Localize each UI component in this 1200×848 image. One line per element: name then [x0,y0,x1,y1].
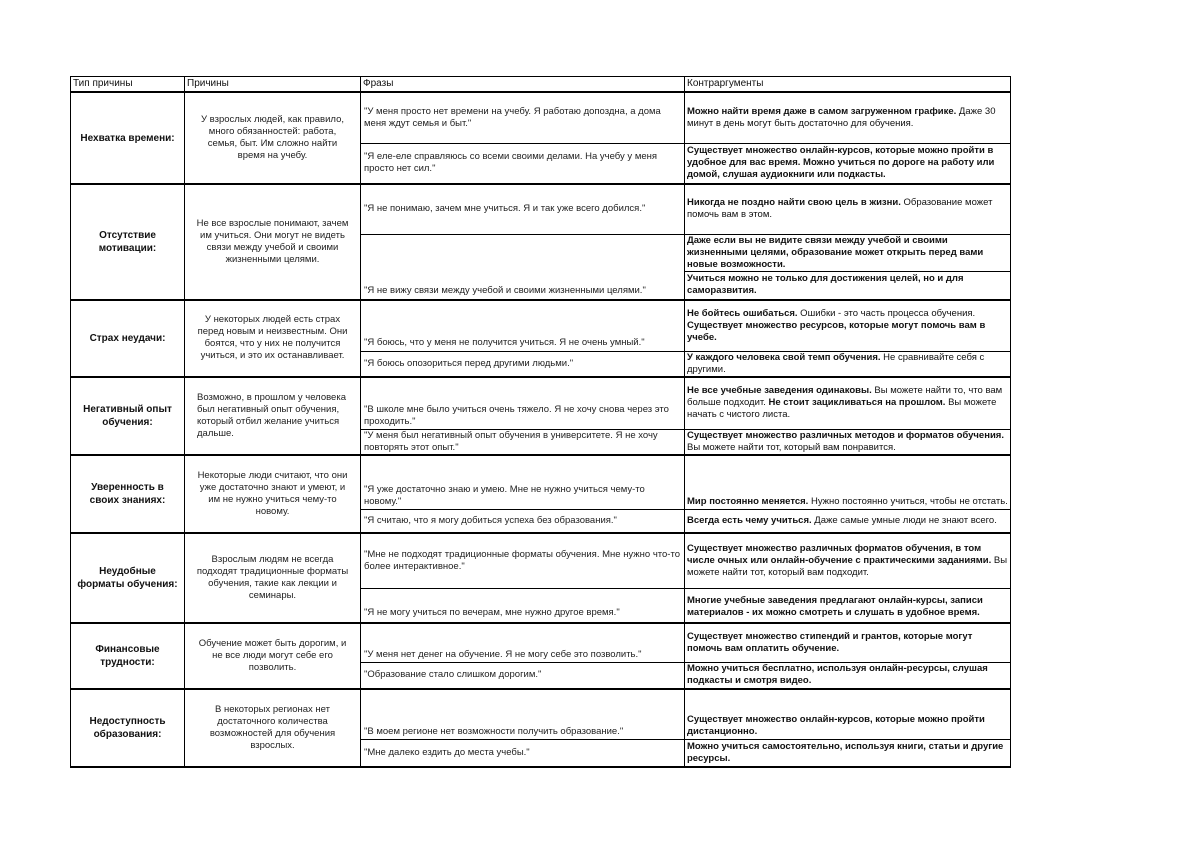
counter-cell: Существует множество различных методов и форматов обучения. Вы можете найти тот, который вам понравится. [685,430,1011,456]
counter-cell: Не все учебные заведения одинаковы. Вы можете найти то, что вам больше подходит. Не стоит зацикливаться на прошлом. Вы можете начать с чистого листа. [685,377,1011,430]
type-cell: Страх неудачи: [71,300,185,377]
table-row [71,377,1011,430]
phrase-cell: "Я не могу учиться по вечерам, мне нужно другое время." [361,588,685,623]
phrase-cell: "Я боюсь опозориться перед другими людьми." [361,351,685,377]
table-row [71,184,1011,234]
table-row [71,300,1011,351]
counter-cell: Можно учиться самостоятельно, используя книги, статьи и другие ресурсы. [685,739,1011,767]
counter-cell: Существует множество стипендий и грантов, которые могут помочь вам оплатить обучение. [685,623,1011,662]
type-cell: Нехватка времени: [71,92,185,184]
counter-cell: Многие учебные заведения предлагают онлайн-курсы, записи материалов - их можно смотреть и слушать в удобное время. [685,588,1011,623]
phrase-cell: "У меня был негативный опыт обучения в университете. Я не хочу повторять этот опыт." [361,430,685,456]
reason-cell: Обучение может быть дорогим, и не все люди могут себе его позволить. [185,623,361,689]
counter-cell: Учиться можно не только для достижения целей, но и для саморазвития. [685,271,1011,300]
counter-cell: Мир постоянно меняется. Нужно постоянно учиться, чтобы не отстать. [685,455,1011,509]
table-row [71,623,1011,662]
type-cell: Негативный опыт обучения: [71,377,185,456]
phrase-cell: "У меня нет денег на обучение. Я не могу себе это позволить." [361,623,685,662]
phrase-cell: "У меня просто нет времени на учебу. Я работаю допоздна, а дома меня ждут семья и быт." [361,92,685,143]
reasons-table [70,76,1011,768]
table-row [71,455,1011,509]
counter-cell: Существует множество различных форматов обучения, в том числе очных или онлайн-обучение с практическими заданиями. Вы можете найти тот, который вам подходит. [685,533,1011,588]
counter-cell: Существует множество онлайн-курсов, которые можно пройти дистанционно. [685,689,1011,739]
phrase-cell: "В моем регионе нет возможности получить образование." [361,689,685,739]
type-cell: Неудобные форматы обучения: [71,533,185,623]
table-row [71,92,1011,143]
phrase-cell: "Я боюсь, что у меня не получится учиться. Я не очень умный." [361,300,685,351]
counter-cell: Никогда не поздно найти свою цель в жизни. Образование может помочь вам в этом. [685,184,1011,234]
counter-cell: Существует множество онлайн-курсов, которые можно пройти в удобное для вас время. Можно учиться по дороге на работу или домой, слушая аудиокниги или подкасты. [685,143,1011,184]
counter-cell: У каждого человека свой темп обучения. Не сравнивайте себя с другими. [685,351,1011,377]
header-phrases: Фразы [361,77,685,93]
phrase-cell: "В школе мне было учиться очень тяжело. Я не хочу снова через это проходить." [361,377,685,430]
counter-cell: Не бойтесь ошибаться. Ошибки - это часть процесса обучения. Существует множество ресурсов, которые могут помочь вам в учебе. [685,300,1011,351]
counter-cell: Всегда есть чему учиться. Даже самые умные люди не знают всего. [685,509,1011,533]
reason-cell: В некоторых регионах нет достаточного количества возможностей для обучения взрослых. [185,689,361,767]
counter-cell: Даже если вы не видите связи между учебой и своими жизненными целями, образование может открыть перед вами новые возможности. [685,234,1011,271]
type-cell: Финансовые трудности: [71,623,185,689]
reason-cell: Не все взрослые понимают, зачем им учиться. Они могут не видеть связи между учебой и своими жизненными целями. [185,184,361,300]
reason-cell: У некоторых людей есть страх перед новым и неизвестным. Они боятся, что у них не получится учиться, и это их останавливает. [185,300,361,377]
phrase-cell: "Мне далеко ездить до места учебы." [361,739,685,767]
table-row [71,689,1011,739]
counter-cell: Можно учиться бесплатно, используя онлайн-ресурсы, слушая подкасты и смотря видео. [685,662,1011,689]
phrase-cell: "Я считаю, что я могу добиться успеха без образования." [361,509,685,533]
header-type: Тип причины [71,77,185,93]
type-cell: Отсутствие мотивации: [71,184,185,300]
phrase-cell: "Я уже достаточно знаю и умею. Мне не нужно учиться чему-то новому." [361,455,685,509]
header-counterarguments: Контраргументы [685,77,1011,93]
phrase-cell: "Я еле-еле справляюсь со всеми своими делами. На учебу у меня просто нет сил." [361,143,685,184]
reason-cell: Взрослым людям не всегда подходят традиционные форматы обучения, такие как лекции и семинары. [185,533,361,623]
phrase-cell: "Мне не подходят традиционные форматы обучения. Мне нужно что-то более интерактивное." [361,533,685,588]
header-row [71,77,1011,93]
type-cell: Недоступность образования: [71,689,185,767]
type-cell: Уверенность в своих знаниях: [71,455,185,533]
reason-cell: Возможно, в прошлом у человека был негативный опыт обучения, который отбил желание учиться дальше. [185,377,361,456]
header-reasons: Причины [185,77,361,93]
phrase-cell: "Образование стало слишком дорогим." [361,662,685,689]
spreadsheet-page [70,76,1010,768]
reason-cell: Некоторые люди считают, что они уже достаточно знают и умеют, и им не нужно учиться чему-то новому. [185,455,361,533]
reason-cell: У взрослых людей, как правило, много обязанностей: работа, семья, быт. Им сложно найти время на учебу. [185,92,361,184]
counter-cell: Можно найти время даже в самом загруженном графике. Даже 30 минут в день могут быть достаточно для обучения. [685,92,1011,143]
table-row [71,533,1011,588]
phrase-cell: "Я не вижу связи между учебой и своими жизненными целями." [361,234,685,300]
phrase-cell: "Я не понимаю, зачем мне учиться. Я и так уже всего добился." [361,184,685,234]
